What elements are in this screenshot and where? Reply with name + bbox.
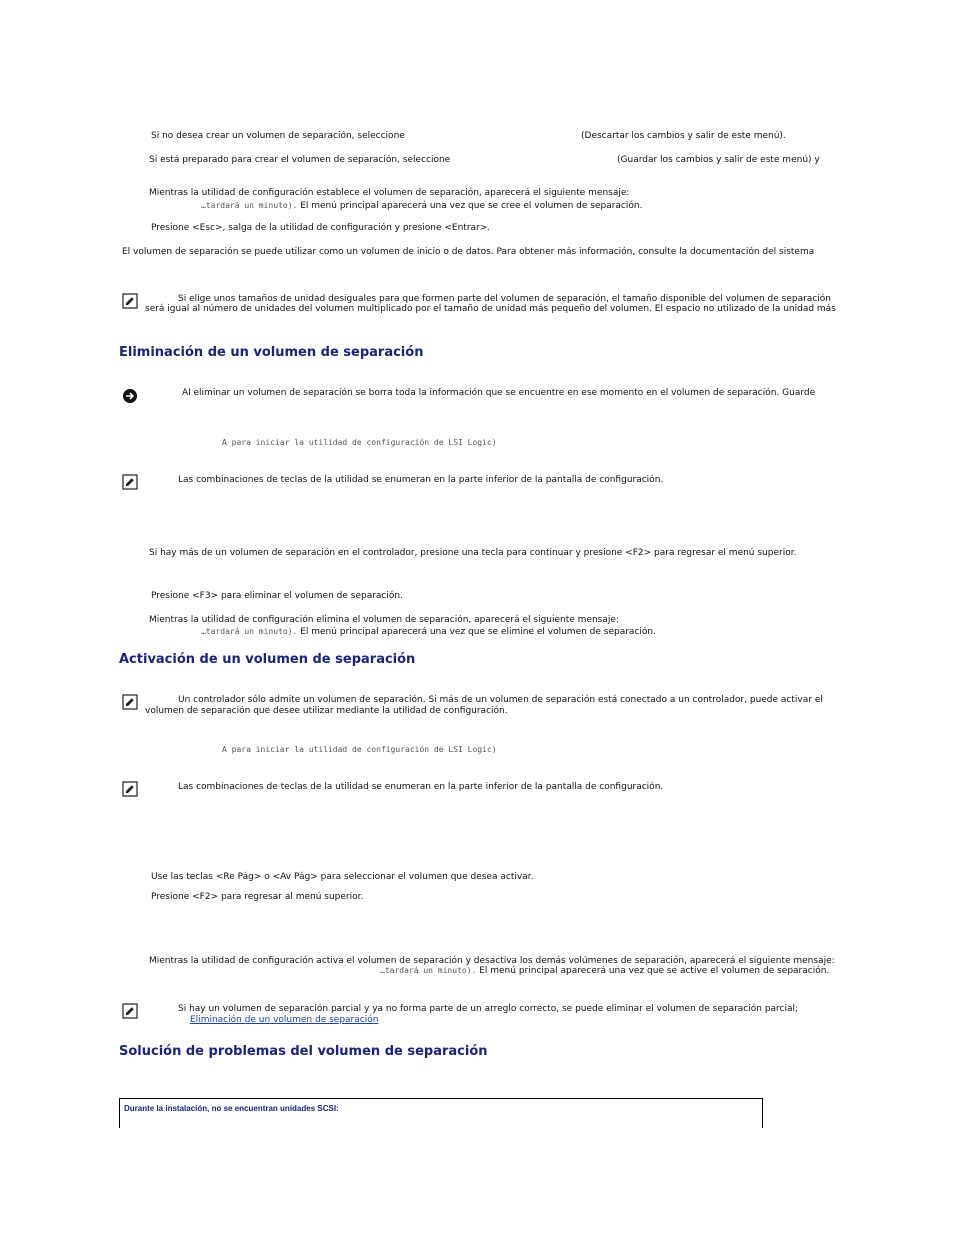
delete-start-utility: A para iniciar la utilidad de configuración de LSI Logic) (222, 438, 497, 447)
activate-heading: Activación de un volumen de separación (119, 652, 416, 667)
step-save-text: Si está preparado para crear el volumen de separación, seleccione (149, 155, 451, 165)
activate-start-utility: A para iniciar la utilidad de configuración de LSI Logic) (222, 745, 497, 754)
delete-step-message-line2 (201, 626, 656, 638)
activate-step-f2: Presione <F2> para regresar al menú superior. (151, 892, 364, 902)
step-discard-option: (Descartar los cambios y salir de este menú). (581, 131, 786, 141)
mono-text: …tardará un minuto). (201, 627, 298, 636)
activate-note-line2: volumen de separación que desee utilizar mediante la utilidad de configuración. (145, 706, 508, 716)
delete-notice: Al eliminar un volumen de separación se borra toda la información que se encuentre en ese momento en el volumen de separación. Guarde (182, 388, 816, 398)
step-create-message-line2 (201, 200, 642, 212)
message-tail: El menú principal aparecerá una vez que se cree el volumen de separación. (300, 201, 643, 211)
note-pencil-icon (122, 293, 138, 309)
delete-keys-note: Las combinaciones de teclas de la utilidad se enumeran en la parte inferior de la pantalla de configuración. (178, 475, 664, 485)
note-pencil-icon (122, 781, 138, 797)
message-tail: El menú principal aparecerá una vez que se elimine el volumen de separación. (300, 627, 656, 637)
activate-step-message: Mientras la utilidad de configuración activa el volumen de separación y desactiva los demás volúmenes de separación, aparecerá el siguiente mensaje: (149, 956, 835, 966)
delete-step-message: Mientras la utilidad de configuración elimina el volumen de separación, aparecerá el siguiente mensaje: (149, 615, 619, 625)
troubleshoot-heading: Solución de problemas del volumen de separación (119, 1044, 488, 1059)
table-header-cell: Durante la instalación, no se encuentran unidades SCSI: (124, 1104, 339, 1113)
step-create-message: Mientras la utilidad de configuración establece el volumen de separación, aparecerá el siguiente mensaje: (149, 188, 630, 198)
step-esc: Presione <Esc>, salga de la utilidad de configuración y presione <Entrar>. (151, 223, 491, 233)
delete-step-f3: Presione <F3> para eliminar el volumen de separación. (151, 591, 403, 601)
notice-arrow-icon (122, 388, 138, 404)
note-pencil-icon (122, 1003, 138, 1019)
activate-keys-note: Las combinaciones de teclas de la utilidad se enumeran en la parte inferior de la pantalla de configuración. (178, 782, 664, 792)
partial-volume-note: Si hay un volumen de separación parcial y ya no forma parte de un arreglo correcto, se puede eliminar el volumen de separación parcial; (178, 1004, 799, 1014)
step-discard-text: Si no desea crear un volumen de separación, seleccione (151, 131, 405, 141)
note-pencil-icon (122, 474, 138, 490)
note-pencil-icon (122, 694, 138, 710)
delete-step-multi: Si hay más de un volumen de separación en el controlador, presione una tecla para continuar y presione <F2> para regresar el menú superior. (149, 548, 797, 558)
activate-step-message-line2 (380, 965, 829, 977)
mono-text: …tardará un minuto). (201, 201, 298, 210)
mono-text: …tardará un minuto). (380, 966, 477, 975)
size-note-line2: será igual al número de unidades del volumen multiplicado por el tamaño de unidad más pequeño del volumen. El espacio no utilizado de la unidad más (145, 304, 836, 314)
message-tail: El menú principal aparecerá una vez que se active el volumen de separación. (479, 966, 830, 976)
delete-heading: Eliminación de un volumen de separación (119, 345, 424, 360)
boot-volume-note: El volumen de separación se puede utilizar como un volumen de inicio o de datos. Para obtener más información, consulte la documentación del sistema (122, 247, 815, 257)
activate-note-line1: Un controlador sólo admite un volumen de separación. Si más de un volumen de separación está conectado a un controlador, puede activar el (178, 695, 823, 705)
troubleshoot-table (119, 1098, 763, 1128)
activate-step-pages: Use las teclas <Re Pág> o <Av Pág> para seleccionar el volumen que desea activar. (151, 872, 534, 882)
size-note-line1: Si elige unos tamaños de unidad desiguales para que formen parte del volumen de separación, el tamaño disponible del volumen de separación (178, 294, 831, 304)
step-save-option: (Guardar los cambios y salir de este menú) y (617, 155, 820, 165)
delete-volume-link[interactable]: Eliminación de un volumen de separación (190, 1015, 379, 1025)
